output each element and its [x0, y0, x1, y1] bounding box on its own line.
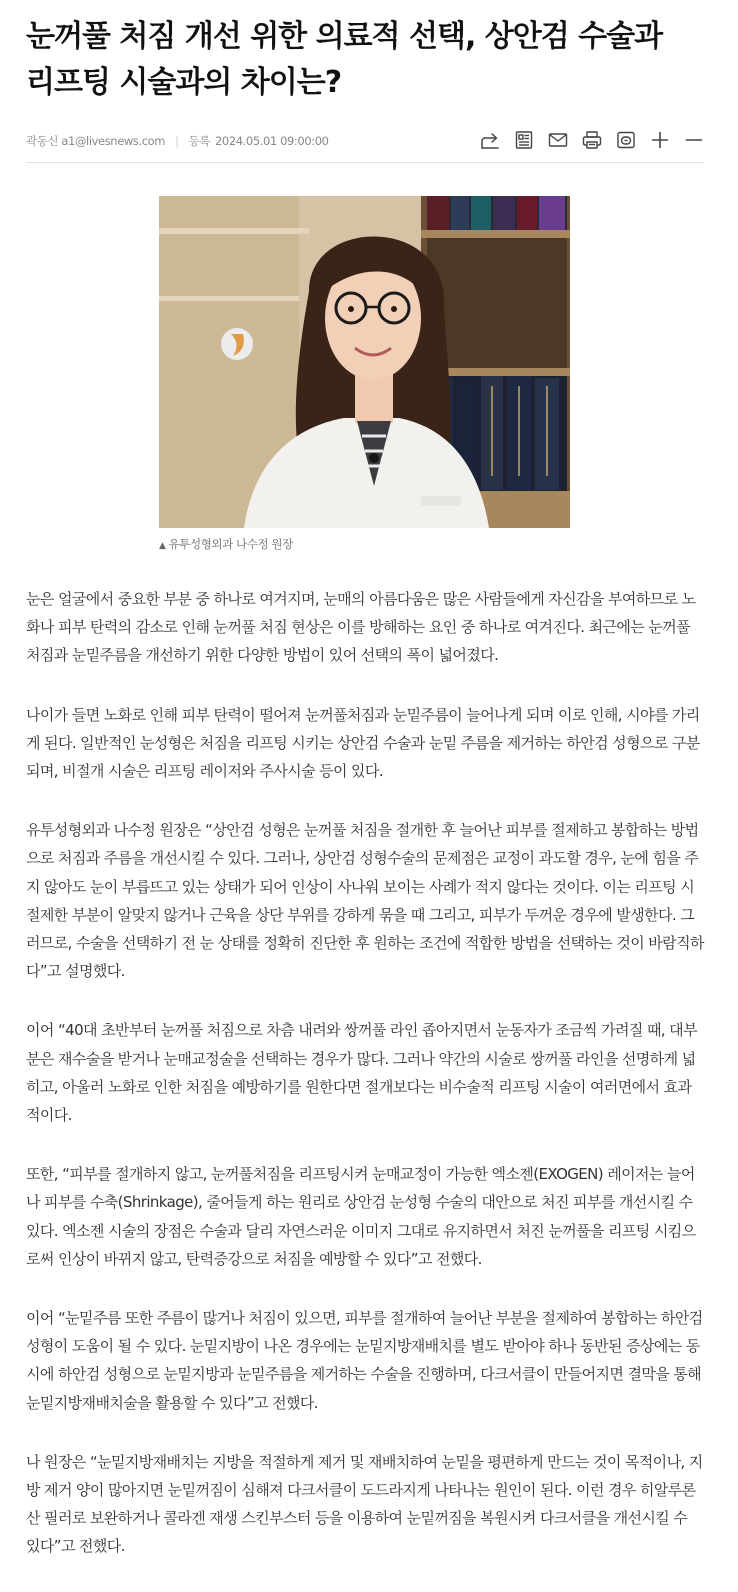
- header-divider: [26, 162, 704, 163]
- copy-link-icon[interactable]: [614, 128, 638, 152]
- article-body: [26, 585, 704, 1592]
- article-photo[interactable]: [159, 196, 570, 528]
- article-paragraph: 유투성형외과 나수정 원장은 “상안검 성형은 눈꺼풀 처짐을 절개한 후 늘어난 피부를 절제하고 봉합하는 방법으로 처짐과 주름을 개선시킬 수 있다. 그러나, 상안검 성형수술의 문제점은 교정이 과도할 경우, 눈에 힘을 주지 않아도 눈이 부릅뜨고 있는 상태가 되어 인상이 사나워 보이는 사례가 적지 않다는 것이다. 이는 리프팅 시 절제한 부분이 알맞지 않거나 근육을 상단 부위를 강하게 묶을 때 그리고, 피부가 두꺼운 경우에 발생한다. 그러므로, 수술을 선택하기 전 눈 상태를 정확히 진단한 후 원하는 조건에 적합한 방법을 선택하는 것이 바람직하다”고 설명했다.: [26, 821, 704, 981]
- photo-caption-text: 유투성형외과 나수정 원장: [168, 537, 293, 551]
- article-title-line-2: 리프팅 시술과의 차이는?: [26, 65, 342, 100]
- font-decrease-icon[interactable]: [682, 128, 706, 152]
- article-paragraph: 나 원장은 “눈밑지방재배치는 지방을 적절하게 제거 및 재배치하여 눈밑을 평편하게 만드는 것이 목적이나, 지방 제거 양이 많아지면 눈밑꺼짐이 심해져 다크서클이 도드라지게 나타나는 원인이 된다. 이런 경우 히알루론산 필러로 보완하거나 콜라겐 재생 스킨부스터 등을 이용하여 눈밑꺼짐을 복원시켜 다크서클을 개선시킬 수 있다”고 전했다.: [26, 1452, 703, 1556]
- date-label: 등록: [188, 134, 210, 148]
- article-meta: [26, 130, 476, 152]
- article-title-line-1: 눈꺼풀 처짐 개선 위한 의료적 선택, 상안검 수술과: [26, 19, 663, 54]
- article-paragraph: 나이가 들면 노화로 인해 피부 탄력이 떨어져 눈꺼풀처짐과 눈밑주름이 늘어나게 되며 이로 인해, 시야를 가리게 된다. 일반적인 눈성형은 처짐을 리프팅 시키는 상안검 수술과 눈밑 주름을 제거하는 하안검 성형으로 구분되며, 비절개 시술은 리프팅 레이저와 주사시술 등이 있다.: [26, 705, 700, 781]
- doctor-portrait-image: [159, 196, 570, 528]
- meta-separator: |: [175, 134, 179, 148]
- publish-date: 2024.05.01 09:00:00: [215, 134, 329, 148]
- font-increase-icon[interactable]: [648, 128, 672, 152]
- article-paragraph: 또한, “피부를 절개하지 않고, 눈꺼풀처짐을 리프팅시켜 눈매교정이 가능한 엑소젠(EXOGEN) 레이저는 늘어나 피부를 수축(Shrinkage), 줄어들게 하는 원리로 상안검 눈성형 수술의 대안으로 처진 피부를 개선시킬 수 있다. 엑소젠 시술의 장점은 수술과 달리 자연스러운 이미지 그대로 유지하면서 처진 눈꺼풀을 리프팅 시킴으로써 인상이 바뀌지 않고, 탄력증강으로 처짐을 예방할 수 있다”고 전했다.: [26, 1165, 696, 1268]
- print-icon[interactable]: [580, 128, 604, 152]
- photo-caption: [159, 536, 293, 552]
- email-icon[interactable]: [546, 128, 570, 152]
- share-icon[interactable]: [478, 128, 502, 152]
- caption-marker-icon: ▲: [159, 541, 166, 551]
- article-list-icon[interactable]: [512, 128, 536, 152]
- article-title: [26, 14, 716, 106]
- author-byline[interactable]: 곽동신 a1@livesnews.com: [26, 134, 166, 148]
- article-toolbar: [478, 126, 706, 154]
- article-paragraph: 이어 “눈밑주름 또한 주름이 많거나 처짐이 있으면, 피부를 절개하여 늘어난 부분을 절제하여 봉합하는 하안검 성형이 도움이 될 수 있다. 눈밑지방이 나온 경우에는 눈밑지방재배치를 별도 받아야 하나 동반된 증상에는 동시에 하안검 성형으로 눈밑지방과 눈밑주름을 제거하는 수술을 진행하며, 다크서클이 만들어지면 결막을 통해 눈밑지방재배치술을 활용할 수 있다”고 전했다.: [26, 1309, 703, 1412]
- article-paragraph: 이어 “40대 초반부터 눈꺼풀 처짐으로 차츰 내려와 쌍꺼풀 라인 좁아지면서 눈동자가 조금씩 가려질 때, 대부분은 재수술을 받거나 눈매교정술을 선택하는 경우가 많다. 그러나 약간의 시술로 쌍꺼풀 라인을 선명하게 넓히고, 아울러 노화로 인한 처짐을 예방하기를 원한다면 절개보다는 비수술적 리프팅 시술이 여러면에서 효과적이다.: [26, 1021, 697, 1125]
- article-paragraph: 눈은 얼굴에서 중요한 부분 중 하나로 여겨지며, 눈매의 아름다움은 많은 사람들에게 자신감을 부여하므로 노화나 피부 탄력의 감소로 인해 눈꺼풀 처짐 현상은 이를 방해하는 요인 중 하나로 여겨진다. 최근에는 눈꺼풀 처짐과 눈밑주름을 개선하기 위한 다양한 방법이 있어 선택의 폭이 넓어졌다.: [26, 590, 696, 665]
